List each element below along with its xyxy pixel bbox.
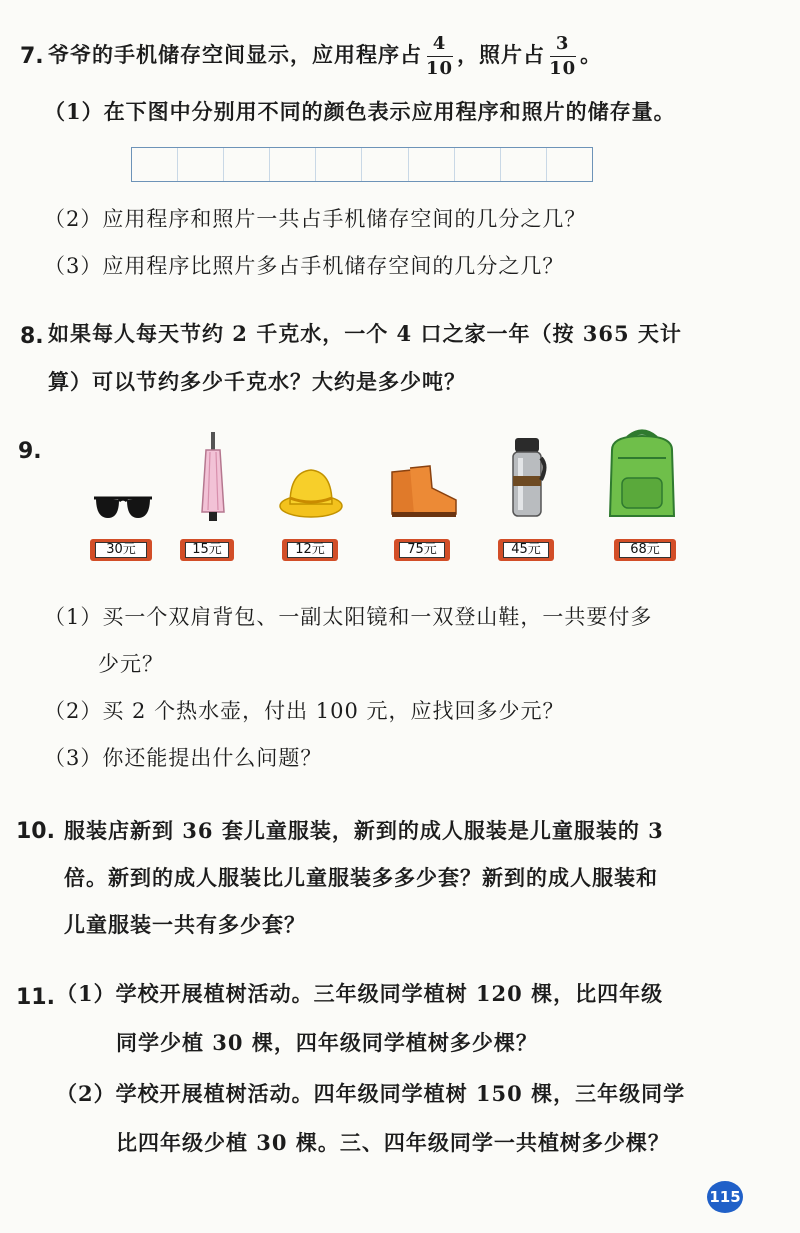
fraction-denominator: 10 [549,58,577,79]
q7-sub1: （1）在下图中分别用不同的颜色表示应用程序和照片的储存量。 [44,99,676,124]
fraction-denominator: 10 [426,58,454,79]
q7-fraction-photos [549,34,576,79]
storage-cell[interactable] [224,148,270,181]
q7-sub3: （3）应用程序比照片多占手机储存空间的几分之几？ [44,254,565,278]
page-number-badge: 115 [707,1181,743,1213]
hat-icon [278,464,344,520]
fraction-numerator: 3 [555,33,570,54]
q7-stem [48,34,602,79]
price-label: 15元 [185,542,229,558]
q7-sub2: （2）应用程序和照片一共占手机储存空间的几分之几？ [44,207,587,231]
q11-sub1-line2: 同学少植 30 棵，四年级同学植树多少棵？ [116,1030,538,1055]
q11-sub2-line2: 比四年级少植 30 棵。三、四年级同学一共植树多少棵？ [116,1130,670,1155]
q10-number: 10. [16,819,55,844]
q9-sub2: （2）买 2 个热水壶，付出 100 元，应找回多少元？ [44,699,565,723]
q7-text-part2: ，照片占 [457,42,546,67]
q7-fraction-apps [426,34,453,79]
price-label: 75元 [399,542,445,558]
storage-bar-diagram[interactable] [131,147,593,182]
backpack-icon [602,428,682,520]
storage-cell[interactable] [501,148,547,181]
price-label: 30元 [95,542,147,558]
storage-cell[interactable] [316,148,362,181]
q10-line2: 倍。新到的成人服装比儿童服装多多少套？新到的成人服装和 [64,865,658,890]
q8-number: 8. [20,324,44,349]
storage-cell[interactable] [132,148,178,181]
price-label: 68元 [619,542,671,558]
storage-cell[interactable] [270,148,316,181]
q9-sub3: （3）你还能提出什么问题？ [44,746,323,770]
fraction-numerator: 4 [432,33,447,54]
q7-text-end: 。 [580,42,603,67]
price-tag-hiking-boots [394,539,450,561]
q11-sub2-line1: （2）学校开展植树活动。四年级同学植树 150 棵，三年级同学 [56,1081,686,1106]
q8-line2: 算）可以节约多少千克水？大约是多少吨？ [48,369,466,394]
q7-text-part1: 爷爷的手机储存空间显示，应用程序占 [48,42,422,67]
storage-cell[interactable] [178,148,224,181]
thermos-icon [506,436,548,520]
q8-line1: 如果每人每天节约 2 千克水，一个 4 口之家一年（按 365 天计 [48,321,682,346]
price-tag-hat [282,539,338,561]
q9-number: 9. [18,439,42,464]
q9-sub1-line1: （1）买一个双肩背包、一副太阳镜和一双登山鞋，一共要付多 [44,605,653,629]
price-tag-umbrella [180,539,234,561]
storage-cell[interactable] [455,148,501,181]
umbrella-icon [196,430,230,522]
q9-sub1-line2: 少元？ [98,652,164,676]
sunglasses-icon [92,490,154,524]
price-tag-sunglasses [90,539,152,561]
q7-number: 7. [20,44,44,69]
hiking-boots-icon [388,462,460,520]
q10-line1: 服装店新到 36 套儿童服装，新到的成人服装是儿童服装的 3 [64,818,664,843]
price-label: 12元 [287,542,333,558]
storage-cell[interactable] [409,148,455,181]
q11-sub1-line1: （1）学校开展植树活动。三年级同学植树 120 棵，比四年级 [56,981,664,1006]
price-tag-thermos [498,539,554,561]
storage-cell[interactable] [362,148,408,181]
price-label: 45元 [503,542,549,558]
price-tag-backpack [614,539,676,561]
q11-number: 11. [16,985,55,1010]
storage-cell[interactable] [547,148,592,181]
q10-line3: 儿童服装一共有多少套？ [64,912,306,937]
